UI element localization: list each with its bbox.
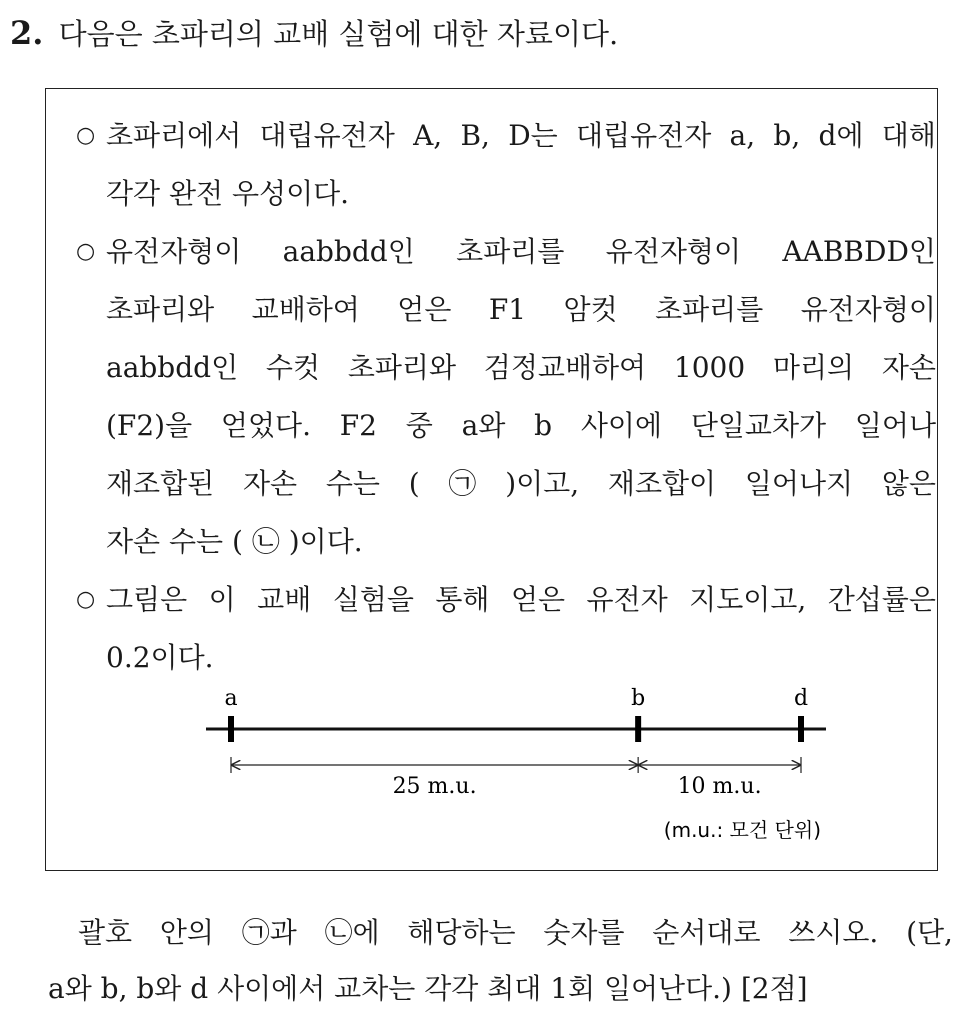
word: 초파리에서 <box>106 119 242 152</box>
instruction <box>48 905 953 1017</box>
word: 암컷 <box>563 293 618 326</box>
word: 단일교차가 <box>690 409 827 442</box>
word: 순서대로 <box>652 916 761 949</box>
word: 숫자를 <box>543 916 625 949</box>
word: 대립유전자 <box>259 119 395 152</box>
text-line <box>106 107 936 165</box>
bullet-circle-icon: ○ <box>76 123 96 148</box>
bullet-circle-icon: ○ <box>76 239 96 264</box>
instruction-line: a와 b, b와 d 사이에서 교차는 각각 최대 1회 일어난다.) [2점] <box>48 972 808 1005</box>
word: 검정교배하여 <box>483 351 647 384</box>
word: 그림은 <box>106 583 188 616</box>
text-line <box>106 339 936 397</box>
word: ㉡에 <box>324 916 380 949</box>
word: 초파리와 <box>347 351 457 384</box>
word: a, <box>729 119 756 152</box>
word: 얻은 <box>510 583 566 616</box>
text-line <box>106 455 936 513</box>
instruction-line <box>48 905 953 961</box>
word: 사이에 <box>580 409 663 442</box>
word: 1000 <box>673 351 746 384</box>
word: 대립유전자 <box>576 119 712 152</box>
locus-mark-b <box>635 716 641 742</box>
locus-mark-a <box>228 716 234 742</box>
word: 초파리를 <box>456 235 565 268</box>
word: ( <box>408 467 420 500</box>
distance-label-a-b: 25 m.u. <box>392 774 477 799</box>
word: d에 <box>818 119 864 152</box>
text-line <box>106 281 936 339</box>
text-line <box>106 397 936 455</box>
text-line: 0.2이다. <box>106 641 214 674</box>
bullet-item-map <box>76 571 936 687</box>
word: 유전자형이 <box>605 235 742 268</box>
word: 않은 <box>881 467 936 500</box>
word: B, <box>460 119 490 152</box>
word: AABBDD인 <box>782 235 936 268</box>
word: 지도이고, <box>689 583 807 616</box>
word: 재조합된 <box>106 467 215 500</box>
distance-label-b-d: 10 m.u. <box>677 774 762 799</box>
word: 쓰시오. <box>788 916 879 949</box>
word: F1 <box>488 293 527 326</box>
distance-group <box>231 757 801 799</box>
locus-label-a: a <box>224 686 238 711</box>
word: 중 <box>405 409 433 442</box>
word: 유전자형이 <box>800 293 936 326</box>
data-box <box>45 88 938 871</box>
word: ㉠ <box>448 467 477 500</box>
loci-group <box>224 686 808 742</box>
text-line <box>106 223 936 281</box>
word: 안의 <box>159 916 214 949</box>
word: D는 <box>508 119 558 152</box>
word: b, <box>773 119 801 152</box>
bullet-circle-icon: ○ <box>76 587 96 612</box>
question-number: 2. <box>10 14 44 52</box>
text-line <box>106 571 936 629</box>
word: 얻었다. <box>220 409 311 442</box>
word: 마리의 <box>772 351 855 384</box>
bullet-list <box>76 107 936 687</box>
question-text: 다음은 초파리의 교배 실험에 대한 자료이다. <box>58 17 619 51</box>
word: 교배하여 <box>251 293 360 326</box>
locus-label-b: b <box>631 686 646 711</box>
text-line: 각각 완전 우성이다. <box>106 177 350 210</box>
word: 자손 <box>881 351 936 384</box>
locus-mark-d <box>798 716 804 742</box>
question-title <box>10 12 618 53</box>
word: 교배 <box>257 583 312 616</box>
word: b <box>534 409 553 442</box>
word: 수는 <box>325 467 380 500</box>
word: aabbdd인 <box>106 351 239 384</box>
word: (F2)을 <box>106 409 193 442</box>
word: 대해 <box>881 119 936 152</box>
word: 유전자 <box>586 583 668 616</box>
bullet-item-cross <box>76 223 936 571</box>
unit-note: (m.u.: 모건 단위) <box>663 818 821 842</box>
word: a와 <box>461 409 506 442</box>
word: 실험을 <box>332 583 414 616</box>
bullet-item-dominance <box>76 107 936 223</box>
word: 해당하는 <box>407 916 516 949</box>
genetic-map <box>196 679 836 849</box>
word: A, <box>413 119 443 152</box>
word: 얻은 <box>397 293 452 326</box>
word: 통해 <box>435 583 490 616</box>
word: 초파리를 <box>655 293 764 326</box>
word: 이 <box>208 583 236 616</box>
word: 일어나지 <box>744 467 854 500</box>
word: 수컷 <box>265 351 321 384</box>
word: 괄호 <box>78 916 133 949</box>
word: 자손 <box>242 467 298 500</box>
word: (단, <box>906 916 953 949</box>
word: aabbdd인 <box>282 235 415 268</box>
word: 간섭률은 <box>827 583 936 616</box>
word: 유전자형이 <box>106 235 242 268</box>
word: 재조합이 <box>607 467 717 500</box>
word: 초파리와 <box>106 293 215 326</box>
text-line: 자손 수는 ( ㉡ )이다. <box>106 525 363 558</box>
locus-label-d: d <box>793 686 809 711</box>
word: 일어나 <box>854 409 936 442</box>
word: ㉠과 <box>241 916 297 949</box>
word: )이고, <box>505 467 580 500</box>
word: F2 <box>339 409 377 442</box>
